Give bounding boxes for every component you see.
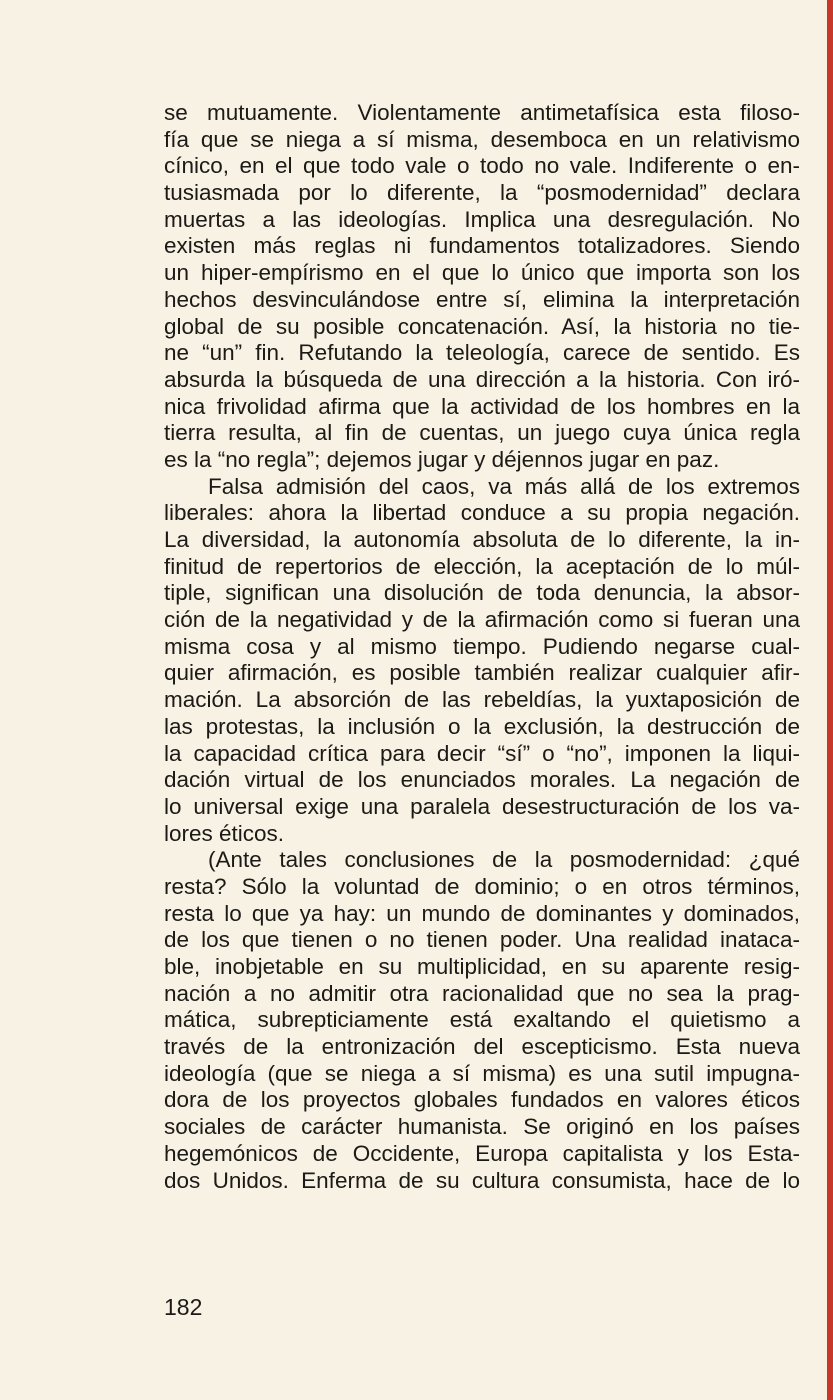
text-line: de los que tienen o no tienen poder. Una realidad inataca-: [164, 927, 800, 953]
text-line: La diversidad, la autonomía absoluta de lo diferente, la in-: [164, 527, 800, 552]
text-line: quier afirmación, es posible también realizar cualquier afir-: [164, 660, 800, 686]
text-line: finitud de repertorios de elección, la aceptación de lo múl-: [164, 553, 800, 579]
text-line: misma cosa y al mismo tiempo. Pudiendo negarse cual-: [164, 633, 800, 659]
text-line: tusiasmada por lo diferente, la “posmodernidad” declara: [164, 180, 800, 206]
text-line: lores éticos.: [164, 820, 285, 846]
text-line: global de su posible concatenación. Así, la historia no tie-: [164, 313, 800, 339]
text-line: hechos desvinculándose entre sí, elimina la interpretación: [164, 286, 800, 312]
text-line: absurda la búsqueda de una dirección a la historia. Con iró-: [164, 366, 800, 392]
body-text: [164, 100, 800, 1194]
text-line: tiple, significan una disolución de toda denuncia, la absor-: [164, 580, 800, 606]
text-line: liberales: ahora la libertad conduce a su propia negación.: [164, 500, 800, 526]
text-line: es la “no regla”; dejemos jugar y déjennos jugar en paz.: [164, 446, 720, 472]
text-line: resta lo que ya hay: un mundo de dominantes y dominados,: [164, 900, 800, 926]
text-line: través de la entronización del escepticismo. Esta nueva: [164, 1034, 800, 1060]
text-line: ción de la negatividad y de la afirmación como si fueran una: [164, 607, 800, 633]
text-line: tierra resulta, al fin de cuentas, un juego cuya única regla: [164, 420, 800, 446]
page-number: 182: [164, 1294, 203, 1320]
text-line: hegemónicos de Occidente, Europa capitalista y los Esta-: [164, 1140, 800, 1166]
text-line: ne “un” fin. Refutando la teleología, carece de sentido. Es: [164, 340, 800, 366]
text-line: se mutuamente. Violentamente antimetafísica esta filoso-: [164, 100, 800, 125]
text-line: nica frivolidad afirma que la actividad de los hombres en la: [164, 393, 800, 419]
page-edge: [827, 0, 833, 1400]
text-line: resta? Sólo la voluntad de dominio; o en otros términos,: [164, 873, 800, 899]
text-line: (Ante tales conclusiones de la posmodernidad: ¿qué: [208, 847, 800, 873]
text-line: sociales de carácter humanista. Se originó en los países: [164, 1114, 800, 1140]
text-line: ideología (que se niega a sí misma) es una sutil impugna-: [164, 1060, 800, 1086]
text-line: dora de los proyectos globales fundados en valores éticos: [164, 1087, 800, 1113]
text-line: la capacidad crítica para decir “sí” o “no”, imponen la liqui-: [164, 740, 800, 766]
text-line: dación virtual de los enunciados morales. La negación de: [164, 767, 800, 793]
text-line: nación a no admitir otra racionalidad que no sea la prag-: [164, 980, 800, 1006]
text-line: muertas a las ideologías. Implica una desregulación. No: [164, 206, 800, 232]
text-line: existen más reglas ni fundamentos totalizadores. Siendo: [164, 233, 800, 259]
text-line: dos Unidos. Enferma de su cultura consumista, hace de lo: [164, 1167, 800, 1193]
text-line: lo universal exige una paralela desestructuración de los va-: [164, 793, 800, 819]
text-line: fía que se niega a sí misma, desemboca en un relativismo: [164, 126, 800, 152]
text-line: mación. La absorción de las rebeldías, la yuxtaposición de: [164, 687, 800, 713]
text-line: mática, subrepticiamente está exaltando el quietismo a: [164, 1007, 800, 1033]
text-line: un hiper-empírismo en el que lo único que importa son los: [164, 260, 800, 286]
text-line: cínico, en el que todo vale o todo no vale. Indiferente o en-: [164, 153, 800, 179]
text-line: Falsa admisión del caos, va más allá de los extremos: [208, 473, 800, 499]
text-line: ble, inobjetable en su multiplicidad, en su aparente resig-: [164, 954, 800, 979]
text-line: las protestas, la inclusión o la exclusión, la destrucción de: [164, 713, 800, 739]
